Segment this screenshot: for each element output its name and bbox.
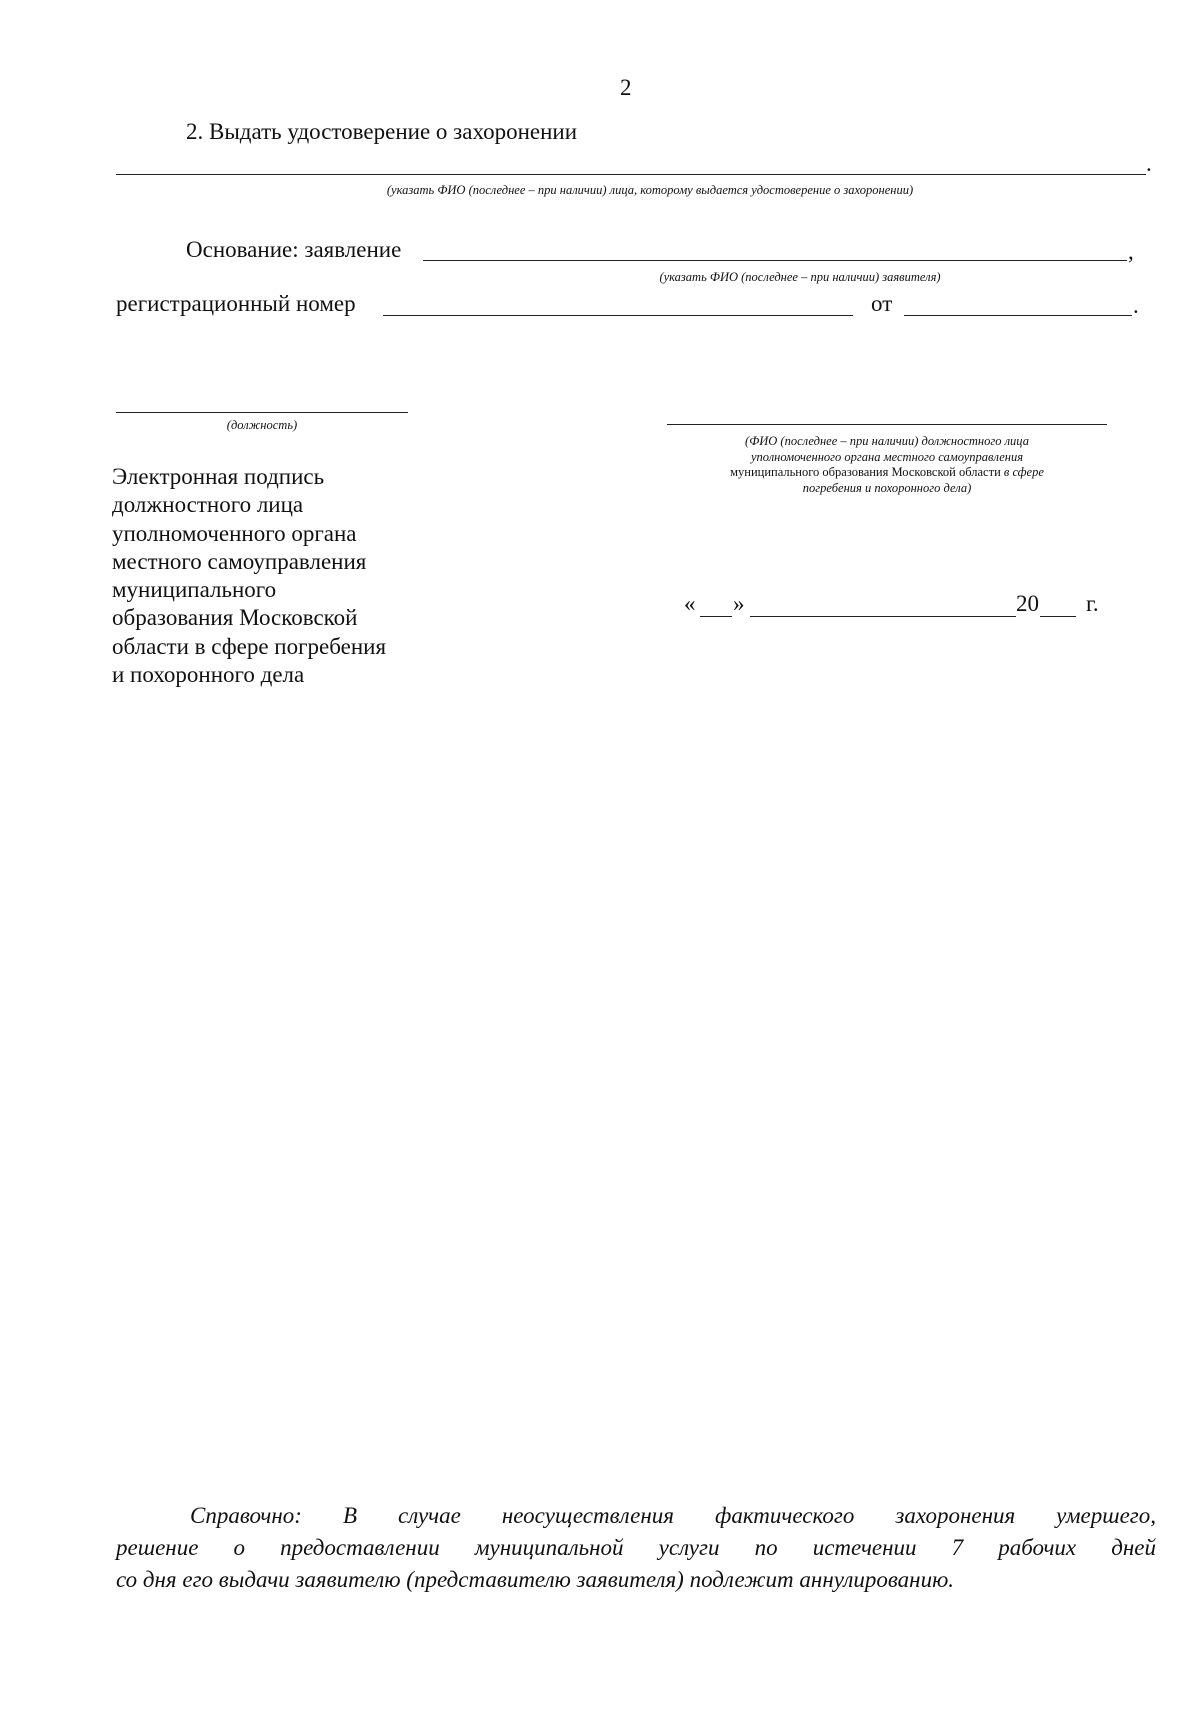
note-line-3: со дня его выдачи заявителю (представителю заявителя) подлежит аннулированию.: [116, 1567, 955, 1592]
registration-label: регистрационный номер: [116, 291, 356, 316]
date-day-line: [700, 616, 732, 617]
official-hint: [640, 434, 1134, 496]
signature-line-3: уполномоченного органа: [112, 520, 357, 546]
recipient-name-line: [116, 174, 1146, 175]
basis-line-end: ,: [1128, 239, 1134, 264]
note-line-2: решение о предоставлении муниципальной услуги по истечении 7 рабочих дней: [116, 1535, 1156, 1560]
official-hint-line-1: (ФИО (последнее – при наличии) должностного лица: [745, 434, 1029, 448]
signature-line-8: и похоронного дела: [112, 662, 305, 688]
official-hint-line-3-italic: в сфере: [1000, 465, 1044, 479]
registration-line-end: .: [1133, 293, 1139, 318]
date-year-line: [1040, 616, 1076, 617]
official-hint-line-4: погребения и похоронного дела): [802, 480, 972, 495]
registration-from-label: от: [871, 291, 893, 316]
applicant-name-line: [423, 260, 1127, 261]
official-name-line: [667, 424, 1107, 425]
registration-date-line: [904, 315, 1132, 316]
official-hint-line-3-plain: муниципального образования Московской области: [730, 465, 1001, 479]
date-month-line: [750, 616, 1016, 617]
signature-line-6: образования Московской: [112, 605, 358, 631]
official-hint-line-2: уполномоченного органа местного самоуправления: [750, 449, 1024, 464]
signature-line-1: Электронная подпись: [112, 464, 325, 489]
signature-block: [112, 463, 432, 689]
recipient-hint: (указать ФИО (последнее – при наличии) лица, которому выдается удостоверение о захоронении): [386, 183, 914, 197]
note-line-1: Справочно: В случае неосуществления фактического захоронения умершего,: [190, 1503, 1156, 1528]
signature-line-7: области в сфере погребения: [112, 633, 387, 659]
date-open-quote: «: [684, 591, 696, 616]
applicant-hint: (указать ФИО (последнее – при наличии) заявителя): [659, 270, 941, 284]
registration-number-line: [383, 315, 853, 316]
signature-line-4: местного самоуправления: [112, 548, 367, 574]
date-close-quote: »: [733, 591, 745, 616]
item2-text: 2. Выдать удостоверение о захоронении: [186, 119, 578, 144]
page-number: 2: [620, 75, 632, 100]
recipient-line-end: .: [1146, 151, 1152, 176]
date-year-prefix: 20: [1016, 591, 1039, 616]
official-hint-line-3: [640, 465, 1134, 481]
basis-label: Основание: заявление: [186, 237, 402, 262]
signature-line-5: муниципального: [112, 577, 277, 603]
signature-line-2: должностного лица: [112, 492, 304, 518]
position-line: [116, 412, 408, 413]
date-year-suffix: г.: [1086, 591, 1099, 616]
position-hint: (должность): [226, 418, 298, 432]
